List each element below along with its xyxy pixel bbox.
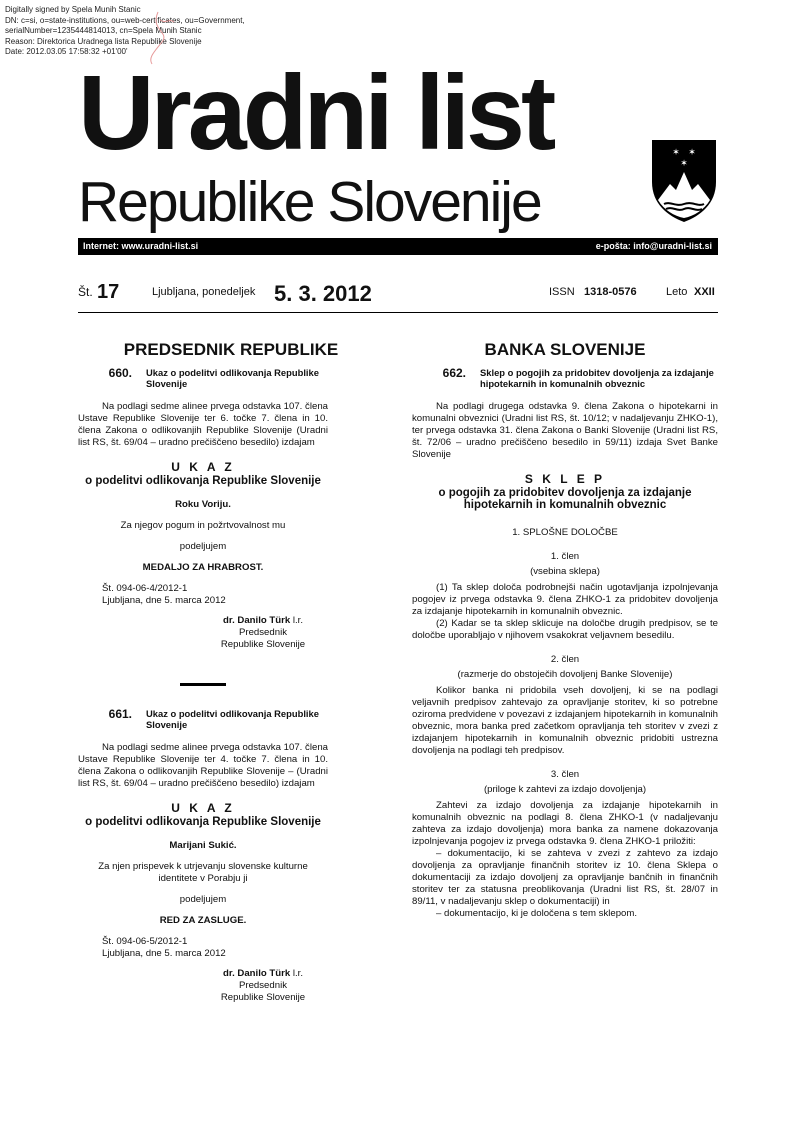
volume-number: XXII [694, 286, 715, 298]
article-paragraph: Zahtevi za izdajo dovoljenja za izdajanje hipotekarnih in komunalnih obveznic na podlagi 8. člena ZHKO-1 (v nadaljevanju zahteva za izdajo dovoljenja) mora banka za namene dokazovanja izpolnjevanja pogojev iz prvega odstavka 9. člena ZHKO-1 priložiti: [412, 800, 718, 847]
signer-name: dr. Danilo Türk [223, 615, 291, 626]
act-title: Ukaz o podelitvi odlikovanja Republike Slovenije [146, 367, 319, 389]
decision-subheading: o pogojih za pridobitev dovoljenja za izdajanje hipotekarnih in komunalnih obveznic [438, 487, 692, 511]
article-list-item: – dokumentacijo, ki je določena s tem sklepom. [436, 908, 638, 919]
act-separator [180, 683, 226, 686]
internet-link[interactable]: Internet: www.uradni-list.si [83, 241, 199, 251]
decree-subheading: o podelitvi odlikovanja Republike Slovenije [85, 475, 321, 487]
decree-reason: Za njen prispevek k utrjevanju slovenske kulturne identitete v Porabju ji [98, 861, 308, 884]
decree-signer [78, 968, 328, 1004]
signer-role: Predsednik [239, 627, 287, 638]
decree-heading: U K A Z [171, 460, 235, 474]
act-header [78, 708, 328, 730]
header-divider [78, 312, 718, 313]
left-column [78, 340, 339, 1004]
decree-award: RED ZA ZASLUGE. [159, 915, 247, 926]
act-header [412, 367, 718, 389]
issue-number-label: Št. [78, 285, 93, 299]
signature-line: DN: c=si, o=state-institutions, ou=web-certificates, ou=Government, [5, 15, 245, 25]
article-paragraph: (2) Kadar se ta sklep sklicuje na določbe drugih predpisov, se te določbe uporabljajo v njihovem vsakokrat veljavnem besedilu. [412, 618, 718, 641]
decree-place-date: Ljubljana, dne 5. marca 2012 [102, 595, 226, 606]
decree-reason: Za njegov pogum in požrtvovalnost mu [120, 520, 286, 531]
article-paragraph: (1) Ta sklep določa podrobnejši način ugotavljanja izpolnjevanja pogojev iz prvega odstavka 9. člena ZHKO-1 za pridobitev dovoljenja za izdajanje hipotekarnih in komunalnih obveznic. [412, 582, 718, 617]
masthead-contact-bar [78, 238, 718, 255]
digital-signature-block [5, 5, 245, 58]
issn-number: 1318-0576 [584, 286, 637, 298]
article-name: (razmerje do obstoječih dovoljenj Banke Slovenije) [457, 669, 673, 680]
signer-org: Republike Slovenije [220, 992, 306, 1003]
signer-suffix: l.r. [290, 615, 303, 626]
decree-grant: podeljujem [179, 541, 227, 552]
right-column [412, 340, 718, 920]
article-name: (priloge k zahtevi za izdajo dovoljenja) [483, 784, 647, 795]
signature-line: serialNumber=1235444814013, cn=Spela Munih Stanic [5, 26, 202, 35]
act-title: Ukaz o podelitvi odlikovanja Republike Slovenije [146, 708, 319, 730]
act-number: 660. [108, 366, 132, 380]
issue-number: 17 [97, 281, 120, 303]
signature-line: Digitally signed by Spela Munih Stanic [5, 5, 141, 14]
svg-text:✶: ✶ [688, 148, 696, 158]
issn-label: ISSN [549, 286, 575, 298]
act-header [78, 367, 328, 389]
masthead-title: Uradni list [78, 54, 553, 172]
decree-recipient: Roku Voriju. [175, 499, 231, 510]
masthead-subtitle: Republike Slovenije [78, 170, 541, 234]
article-list-item: – dokumentacijo, ki se zahteva v zvezi z zahtevo za izdajo dovoljenja za opravljanje finančnih storitev iz 10. člena Sklepa o dokumentaciji za izdajo dovoljenj za opravljanje bančnih in finančnih storitev ter za statusna preoblikovanja (Uradni list RS, št. 28/07 in 89/11, v nadaljevanju sklep o dokumentaciji) in [412, 848, 718, 907]
signer-role: Predsednik [239, 980, 287, 991]
chapter-heading: 1. SPLOŠNE DOLOČBE [512, 527, 618, 538]
article-number: 1. člen [550, 551, 580, 562]
signature-line: Reason: Direktorica Uradnega lista Republike Slovenije [5, 36, 202, 46]
act-preamble: Na podlagi sedme alinee prvega odstavka 107. člena Ustave Republike Slovenije ter 4. točke 7. člena in 10. člena Zakona o odlikovanjih Republike Slovenije – (Uradni list RS, št. 69/04 – uradno prečiščeno besedilo) izdajam [78, 742, 328, 789]
act-number: 661. [108, 707, 132, 721]
svg-text:✶: ✶ [672, 148, 680, 158]
coat-of-arms-icon [650, 138, 718, 224]
decree-subheading: o podelitvi odlikovanja Republike Slovenije [85, 816, 321, 828]
decision-heading: S K L E P [524, 472, 606, 486]
article-name: (vsebina sklepa) [530, 566, 600, 577]
act-title: Sklep o pogojih za pridobitev dovoljenja za izdajanje hipotekarnih in komunalnih obveznic [480, 367, 714, 389]
signature-line: Date: 2012.03.05 17:58:32 +01'00' [5, 47, 128, 56]
act-number: 662. [442, 366, 466, 380]
issue-date: 5. 3. 2012 [274, 281, 372, 306]
article-number: 3. člen [550, 769, 580, 780]
decree-grant: podeljujem [179, 894, 227, 905]
volume-label: Leto [666, 286, 688, 298]
decree-place-date: Ljubljana, dne 5. marca 2012 [102, 948, 226, 959]
decree-signer [78, 615, 328, 651]
decree-award: MEDALJO ZA HRABROST. [142, 562, 264, 573]
decree-heading: U K A Z [171, 801, 235, 815]
section-heading: BANKA SLOVENIJE [484, 340, 646, 359]
article-paragraph: Kolikor banka ni pridobila vseh dovoljenj, ki se na podlagi veljavnih predpisov zahtevajo za opravljanje storitev, ki so potrebne oziroma predvidene v povezavi z izdajanjem hipotekarnih in komunalnih obveznic, mora banka pred začetkom opravljanja teh storitev v zvezi z izdajanjem hipotekarnih in komunalnih obveznic pridobiti ustrezna dovoljenja na podlagi teh predpisov. [412, 685, 718, 756]
section-heading: PREDSEDNIK REPUBLIKE [123, 340, 339, 359]
decree-recipient: Marijani Sukić. [169, 840, 237, 851]
email-link[interactable]: e-pošta: info@uradni-list.si [595, 241, 712, 251]
decree-reference: Št. 094-06-4/2012-1 [102, 583, 188, 594]
signer-name: dr. Danilo Türk [223, 968, 291, 979]
decree-reference: Št. 094-06-5/2012-1 [102, 936, 188, 947]
issue-place-day: Ljubljana, ponedeljek [152, 286, 256, 298]
article-number: 2. člen [550, 654, 580, 665]
act-preamble: Na podlagi drugega odstavka 9. člena Zakona o hipotekarni in komunalni obveznici (Uradni list RS, št. 10/12; v nadaljevanju ZHKO-1), ter prvega odstavka 31. člena Zakona o Banki Slovenije (Uradni list RS, št. 72/06 – uradno prečiščeno besedilo in 59/11) izdaja Svet Banke Slovenije [412, 401, 718, 460]
act-preamble: Na podlagi sedme alinee prvega odstavka 107. člena Ustave Republike Slovenije ter 6. točke 7. člena in 10. člena Zakona o odlikovanjih Republike Slovenije (Uradni list RS, št. 69/04 – uradno prečiščeno besedilo) izdajam [78, 401, 328, 448]
svg-text:✶: ✶ [680, 159, 688, 169]
signer-org: Republike Slovenije [220, 639, 306, 650]
signer-suffix: l.r. [290, 968, 303, 979]
